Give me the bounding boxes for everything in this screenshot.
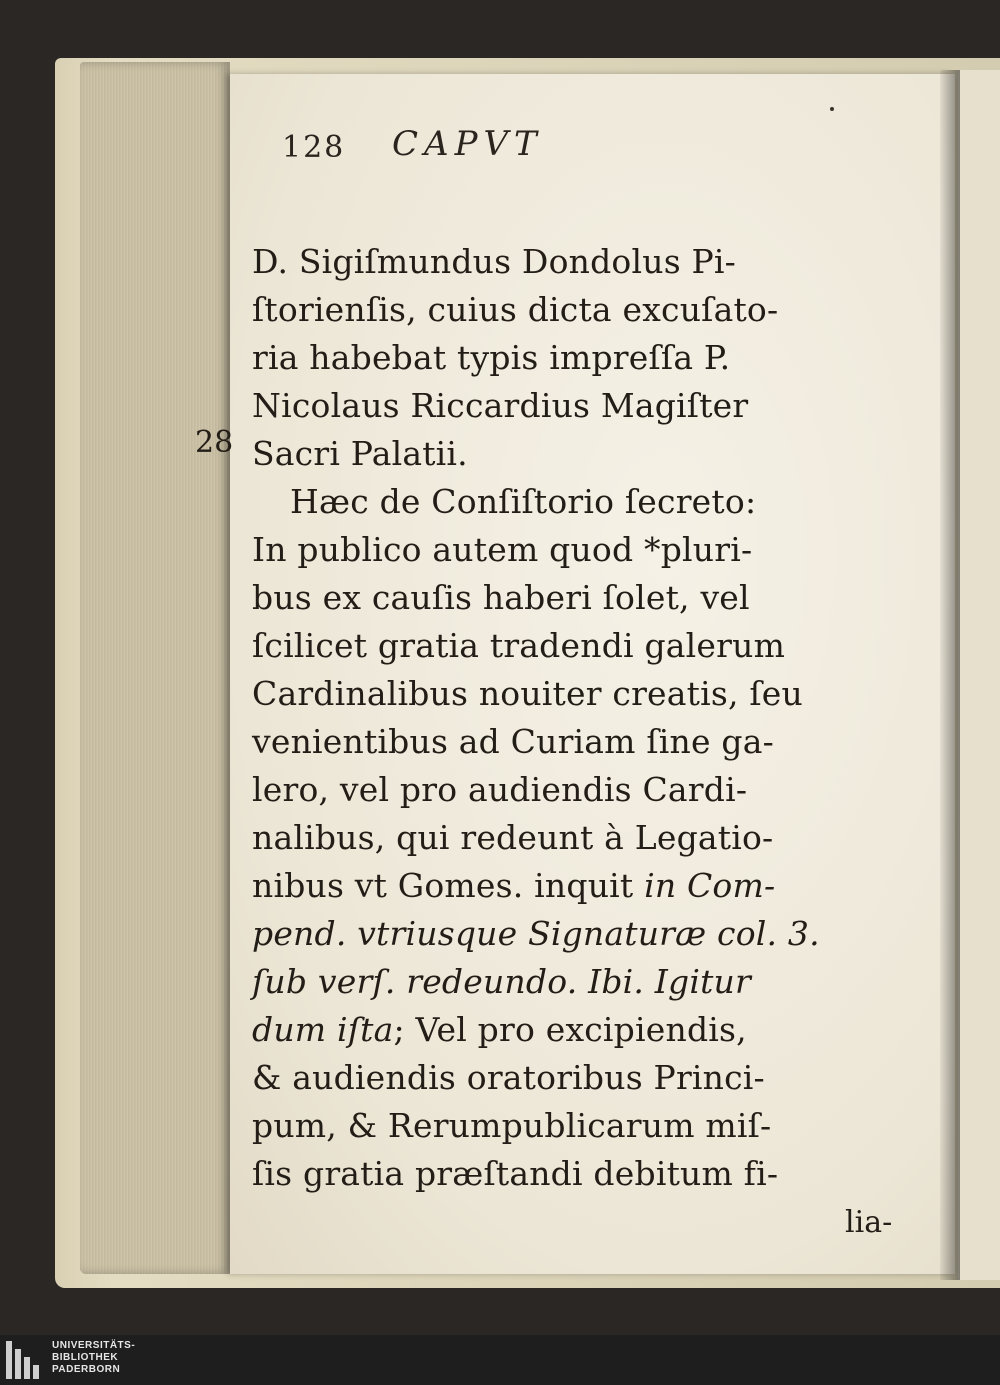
- footer-bar: [0, 1335, 1000, 1385]
- text-line: pend. vtriusque Signaturæ col. 3.: [252, 914, 820, 953]
- text-line: nalibus, qui redeunt à Legatio-: [252, 818, 774, 857]
- spine-shadow: [940, 70, 960, 1280]
- text-line: dum iſta; Vel pro excipiendis,: [252, 1010, 747, 1049]
- text-line: venientibus ad Curiam ſine ga-: [252, 722, 774, 761]
- page-edges: [80, 62, 230, 1274]
- text-line: D. Sigiſmundus Dondolus Pi-: [252, 242, 737, 281]
- text-line: Nicolaus Riccardius Magiſter: [252, 386, 749, 425]
- text-line: ſub verſ. redeundo. Ibi. Igitur: [252, 962, 751, 1001]
- text-line: In publico autem quod *pluri-: [252, 530, 753, 569]
- text-line: lero, vel pro audiendis Cardi-: [252, 770, 748, 809]
- text-line: & audiendis oratoribus Princi-: [252, 1058, 765, 1097]
- text-line: Hæc de Conſiſtorio ſecreto:: [290, 482, 757, 521]
- ink-dot: [830, 107, 834, 111]
- text-line: ſis gratia præſtandi debitum fi-: [252, 1154, 779, 1193]
- margin-number: 28: [195, 425, 234, 460]
- text-line: Sacri Palatii.: [252, 434, 468, 473]
- text-line: ria habebat typis impreſſa P.: [252, 338, 731, 377]
- page-number: 128: [282, 130, 346, 165]
- text-line: ſtorienſis, cuius dicta excuſato-: [252, 290, 779, 329]
- facing-page: [958, 70, 1000, 1280]
- text-line: pum, & Rerumpublicarum miſ-: [252, 1106, 772, 1145]
- text-line: ſcilicet gratia tradendi galerum: [252, 626, 786, 665]
- running-title: CAPVT: [392, 124, 543, 164]
- catchword: lia-: [845, 1205, 893, 1240]
- text-line: Cardinalibus nouiter creatis, ſeu: [252, 674, 803, 713]
- text-line: bus ex cauſis haberi ſolet, vel: [252, 578, 750, 617]
- library-logo-text: UNIVERSITÄTS- BIBLIOTHEK PADERBORN: [52, 1340, 136, 1375]
- text-line: nibus vt Gomes. inquit in Com-: [252, 866, 776, 905]
- library-logo-icon: [6, 1341, 46, 1379]
